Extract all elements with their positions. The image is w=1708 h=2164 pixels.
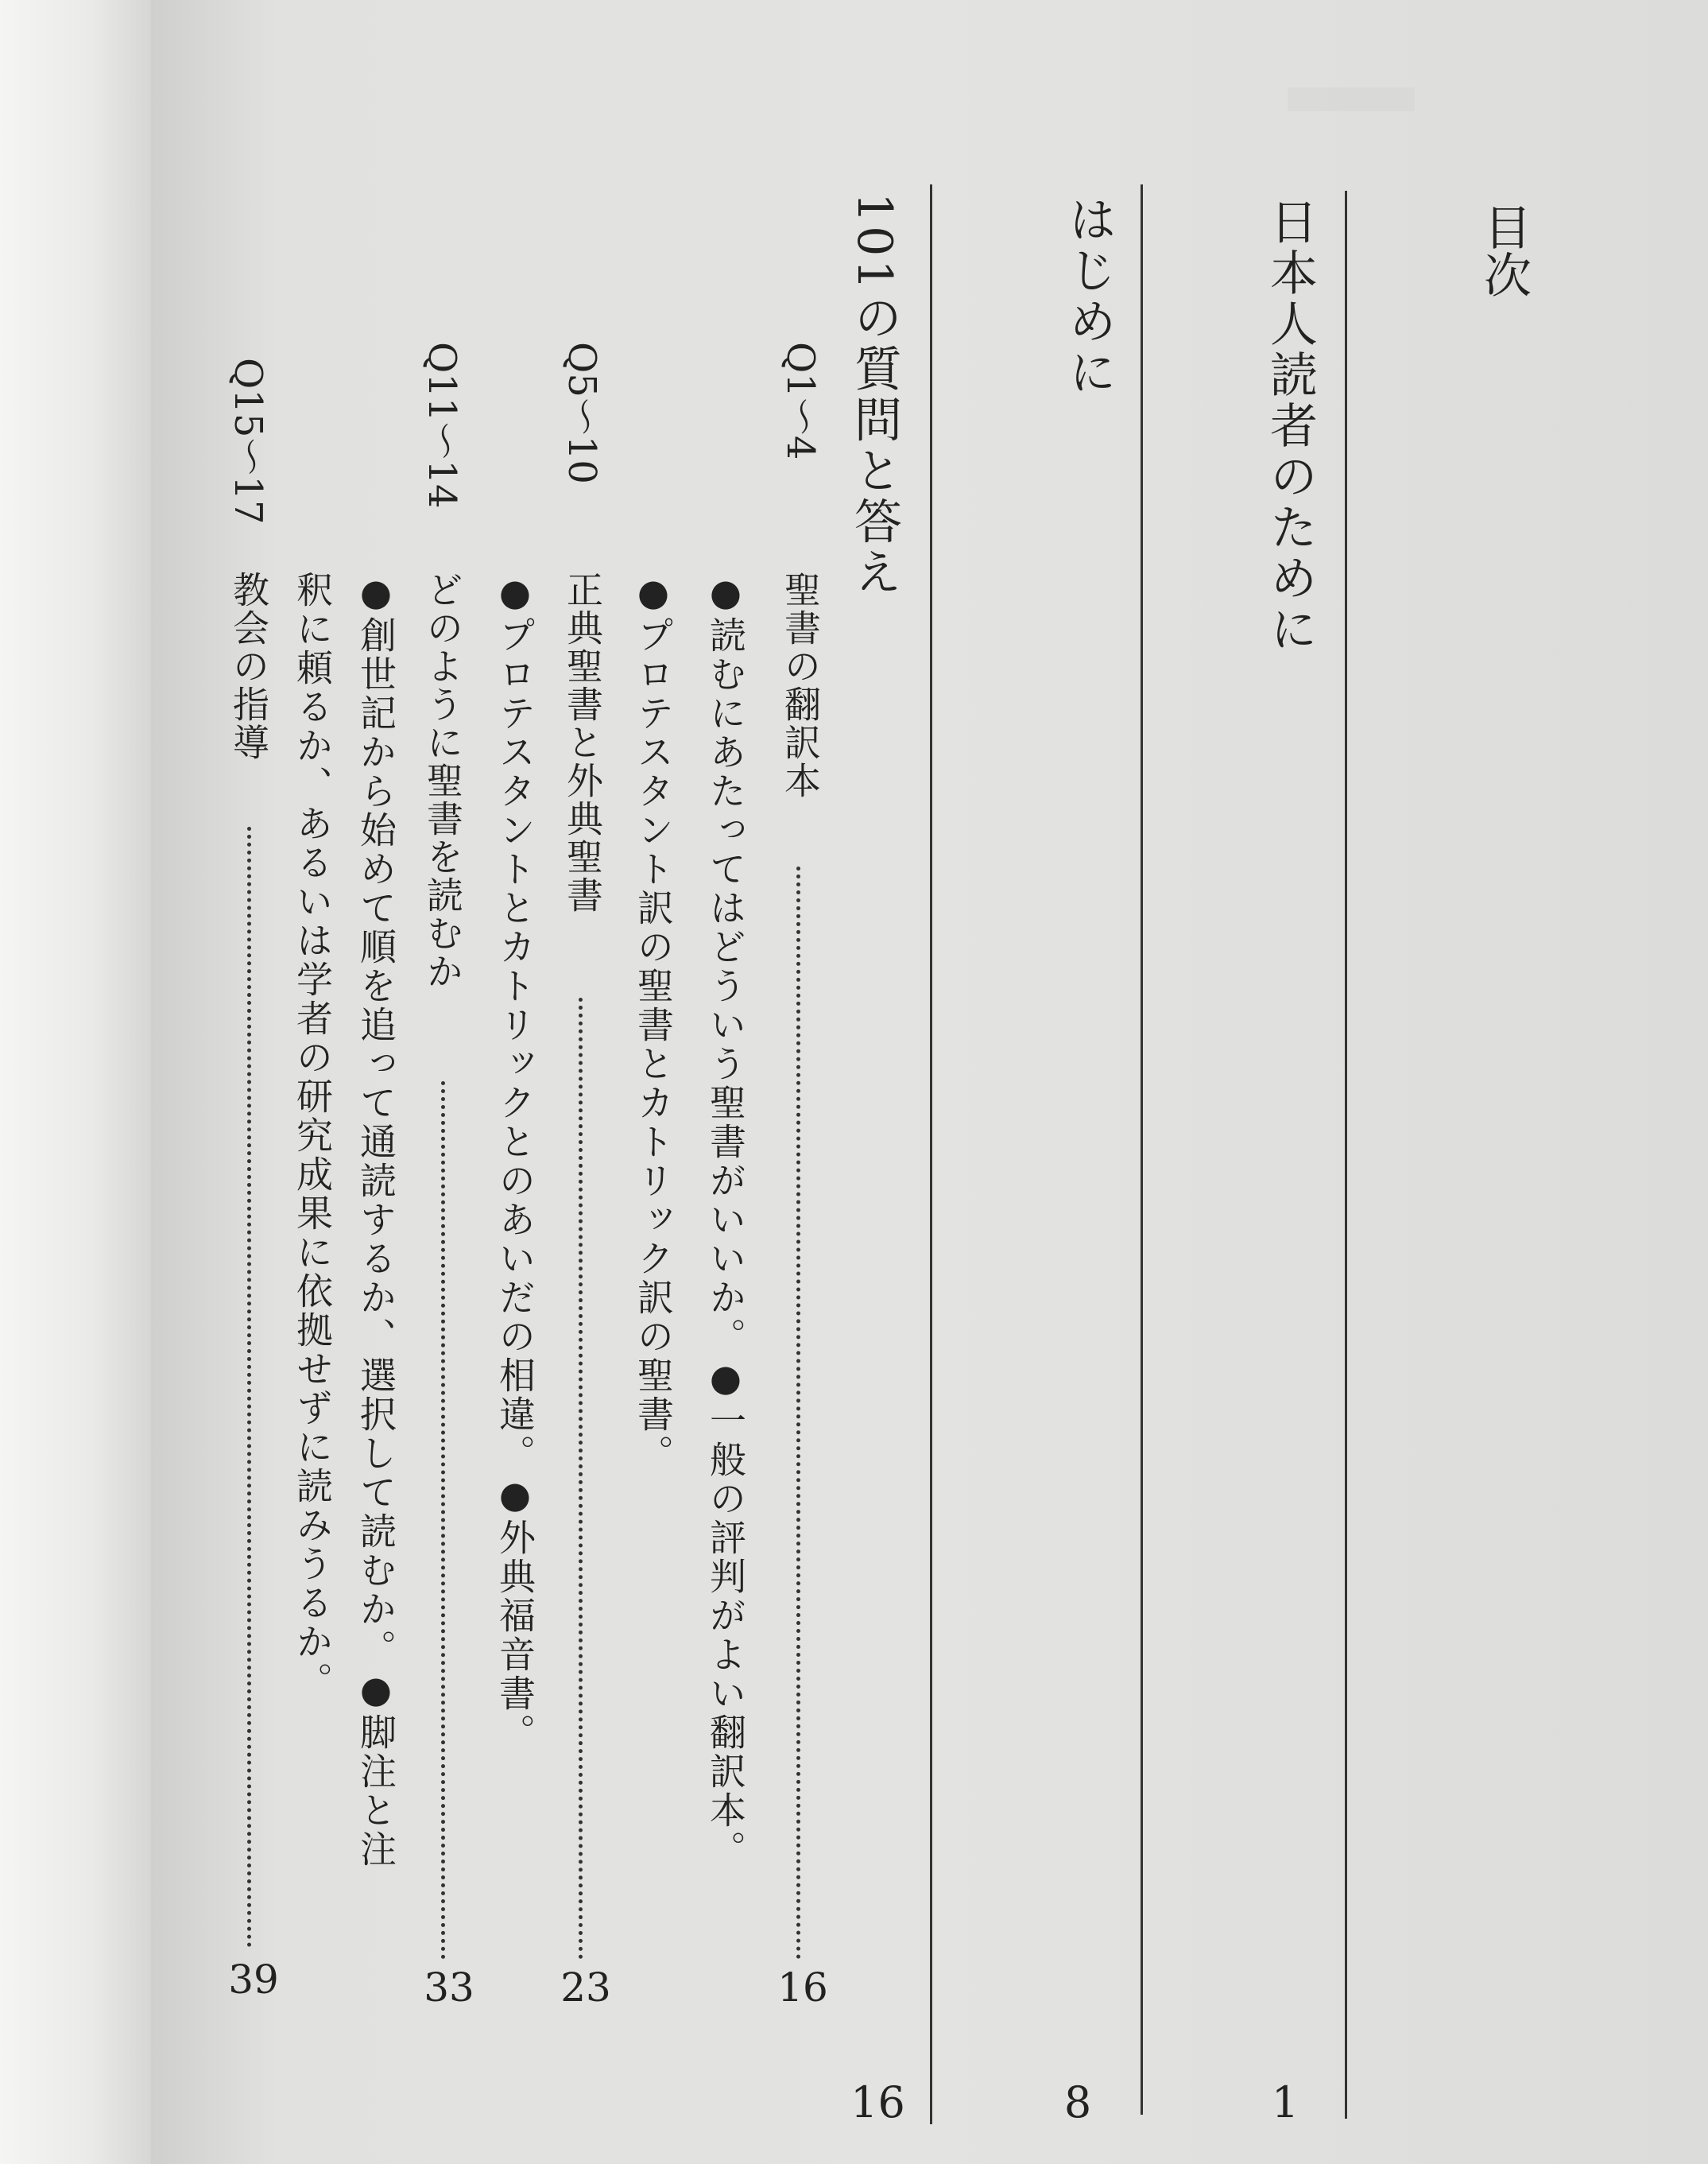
entry-page: 33 xyxy=(424,1964,474,2011)
chapter-title[interactable]: 日本人読者のために xyxy=(1262,197,1318,655)
leader-dots xyxy=(441,1081,445,1960)
chapter-page: 1 xyxy=(1271,2077,1299,2127)
chapter-title[interactable]: 101の質問と答え xyxy=(846,192,902,599)
entry-description: ●プロテスタント訳の聖書とカトリック訳の聖書。 xyxy=(632,571,675,1473)
leader-dots xyxy=(579,998,583,1960)
question-range: Q15〜17 xyxy=(226,358,270,525)
chapter-page: 16 xyxy=(850,2077,905,2127)
chapter-rule xyxy=(1141,184,1143,2115)
chapter-rule xyxy=(930,184,932,2124)
entry-title[interactable]: 教会の指導 xyxy=(227,571,270,762)
entry-description-continued: 釈に頼るか、あるいは学者の研究成果に依拠せずに読みうるか。 xyxy=(291,571,334,1701)
entry-description: ●読むにあたってはどういう聖書がいいか。●一般の評判がよい翻訳本。 xyxy=(704,571,747,1869)
chapter-title[interactable]: はじめに xyxy=(1061,195,1117,398)
leader-dots xyxy=(796,867,800,1960)
running-header-faint xyxy=(1288,87,1415,111)
entry-page: 23 xyxy=(560,1964,611,2011)
chapter-page: 8 xyxy=(1063,2077,1092,2127)
entry-title[interactable]: 聖書の翻訳本 xyxy=(779,571,822,800)
leader-dots xyxy=(247,827,251,1948)
toc-title: 目次 xyxy=(1476,203,1532,298)
entry-title[interactable]: どのように聖書を読むか xyxy=(421,571,464,991)
entry-description: ●プロテスタントとカトリックとのあいだの相違。●外典福音書。 xyxy=(494,571,536,1752)
entry-title[interactable]: 正典聖書と外典聖書 xyxy=(561,571,604,914)
entry-page: 16 xyxy=(777,1964,828,2011)
entry-page: 39 xyxy=(228,1957,279,2003)
question-range: Q5〜10 xyxy=(560,342,604,484)
left-page-edge xyxy=(0,0,151,2164)
chapter-rule xyxy=(1345,191,1347,2119)
question-range: Q11〜14 xyxy=(420,342,464,509)
entry-description: ●創世記から始めて順を追って通読するか、選択して読むか。●脚注と注 xyxy=(354,571,397,1869)
question-range: Q1〜4 xyxy=(778,342,823,460)
